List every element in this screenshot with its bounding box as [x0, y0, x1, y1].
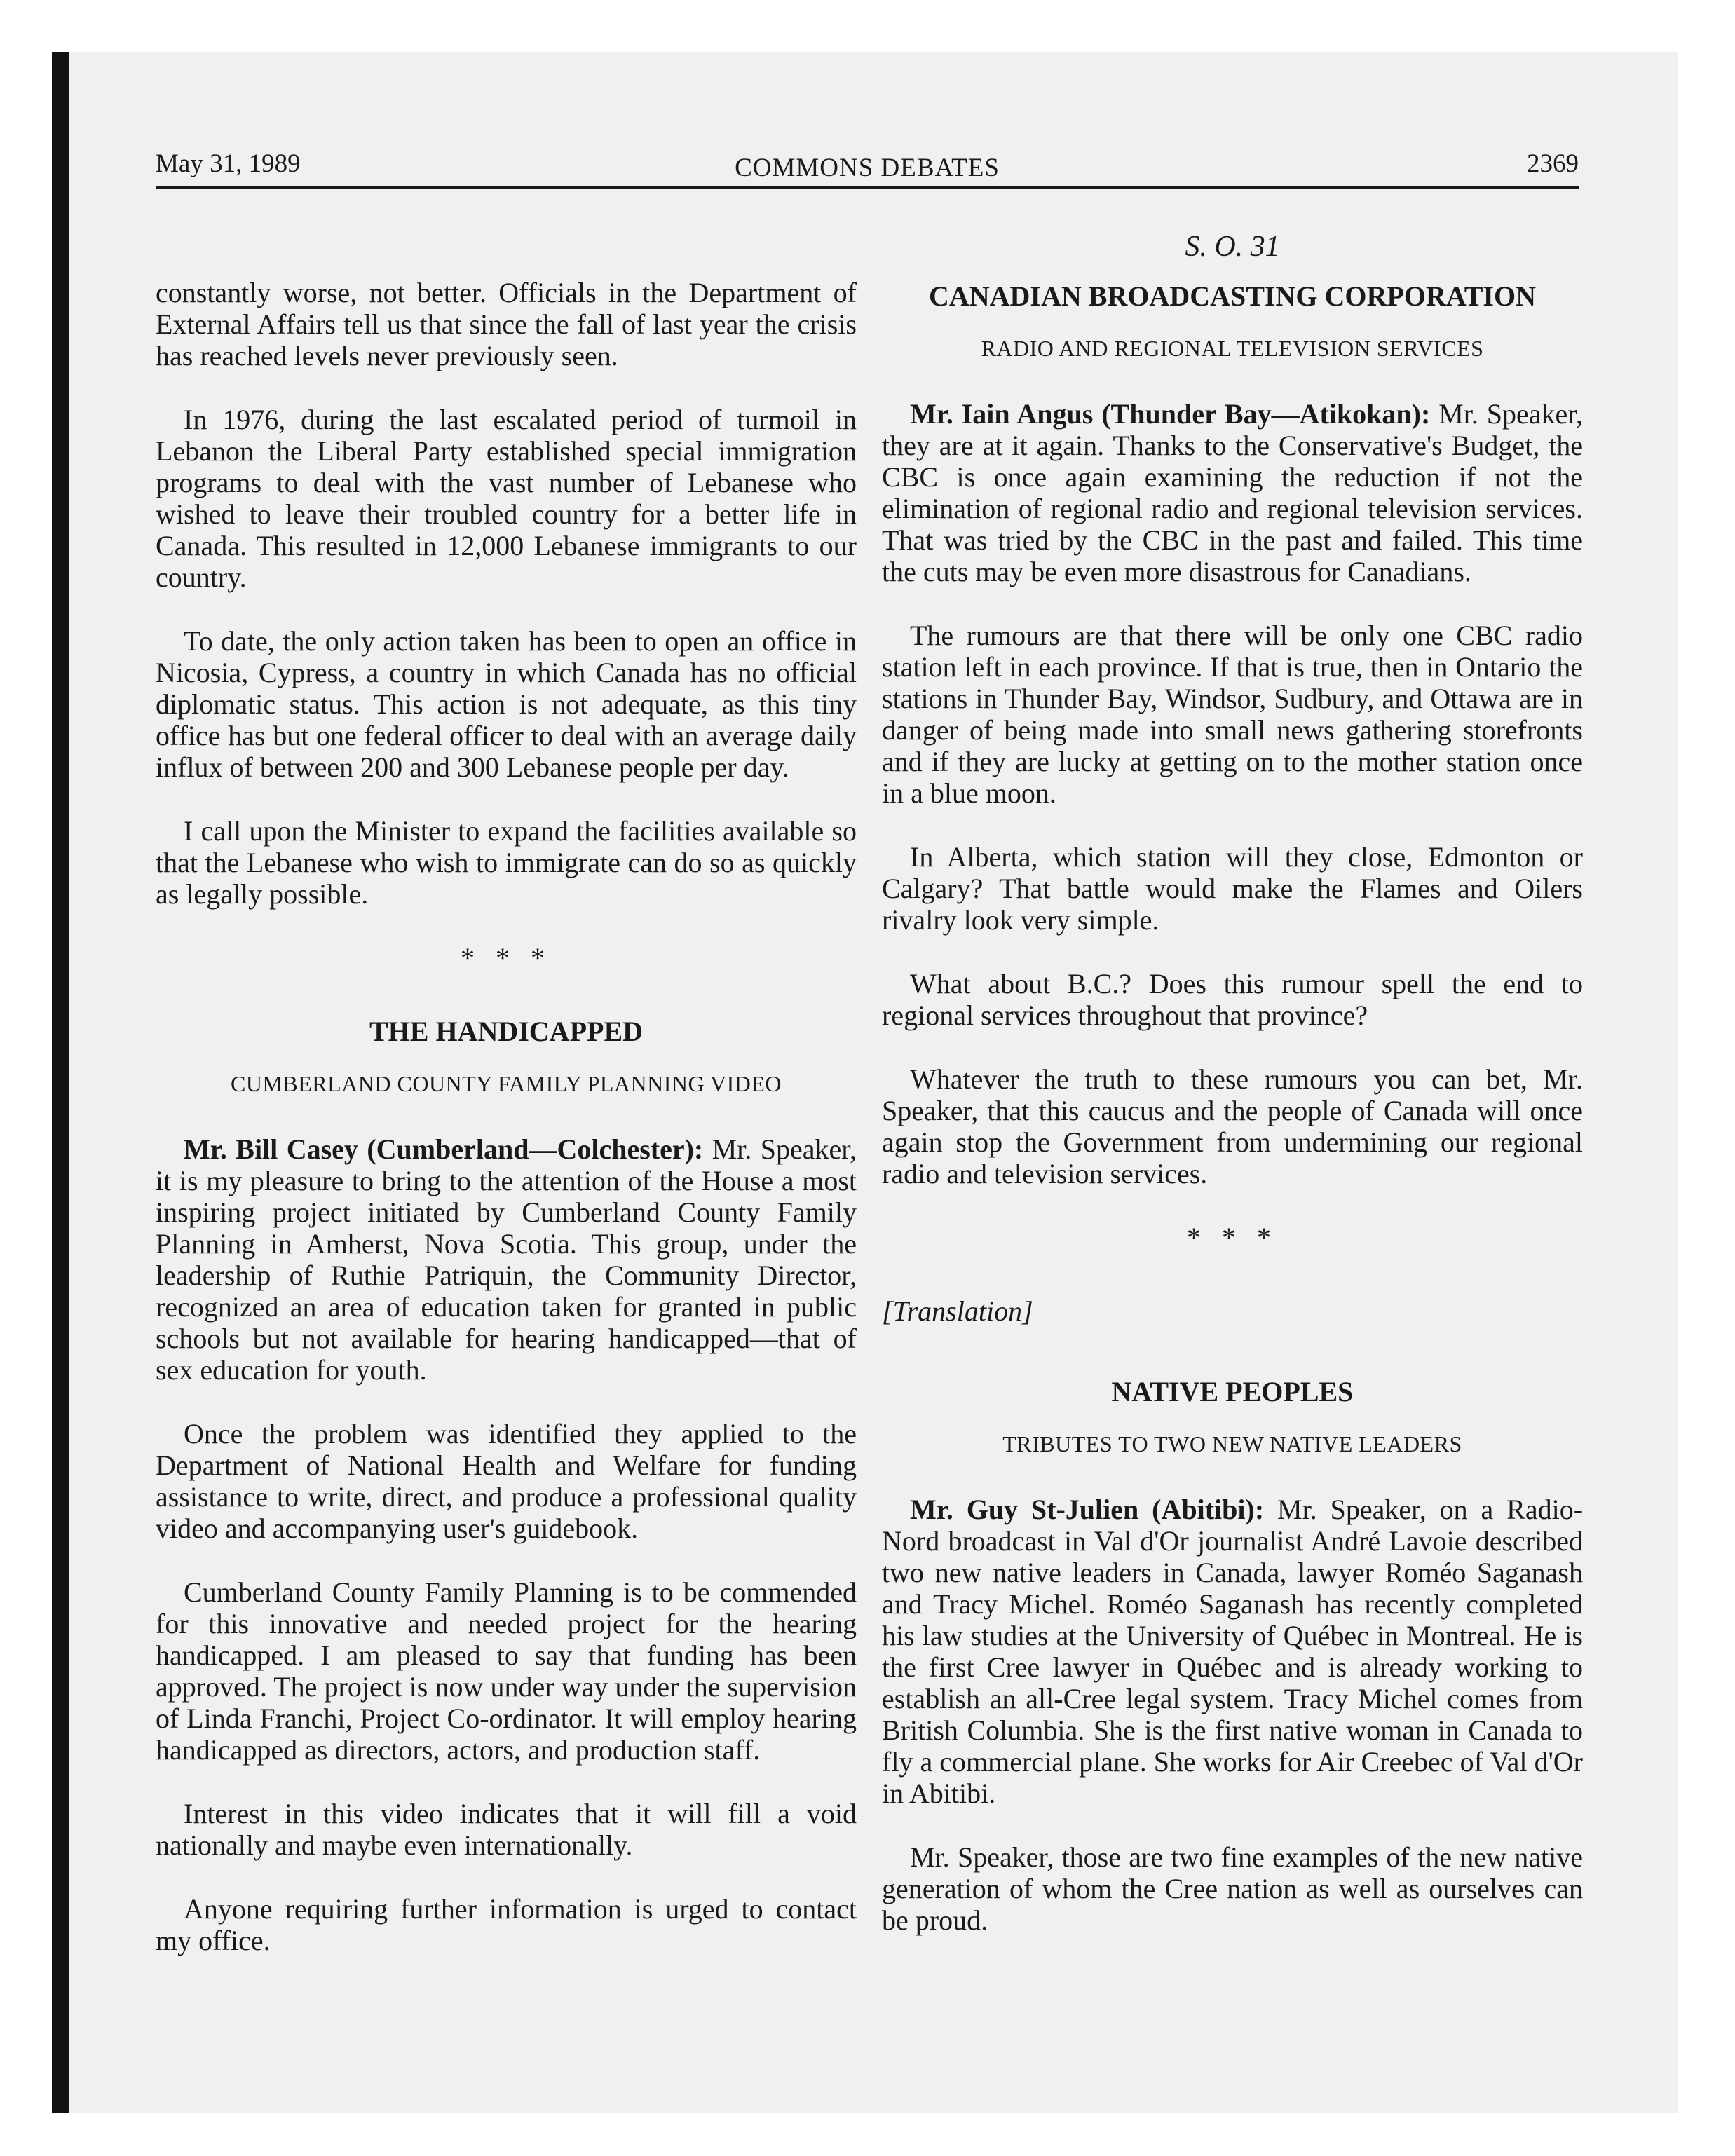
speaker-name: Mr. Guy St-Julien (Abitibi):	[910, 1494, 1265, 1525]
right-column	[882, 210, 1583, 1968]
section-separator: * * *	[461, 942, 552, 974]
paragraph: Mr. Speaker, those are two fine examples of the new native generation of whom the Cree nation as well as ourselves can be proud.	[882, 1841, 1583, 1936]
section-heading: THE HANDICAPPED	[369, 1016, 644, 1047]
section-subheading: CUMBERLAND COUNTY FAMILY PLANNING VIDEO	[230, 1071, 782, 1096]
section-subheading: RADIO AND REGIONAL TELEVISION SERVICES	[981, 336, 1484, 361]
paragraph: In 1976, during the last escalated period of turmoil in Lebanon the Liberal Party established special immigration programs to deal with the vast number of Lebanese who wished to leave their troubled country for a better life in Canada. This resulted in 12,000 Lebanese immigrants to our country.	[156, 404, 857, 593]
left-column	[156, 210, 857, 1988]
left-column-spacer	[156, 210, 857, 277]
header-title: COMMONS DEBATES	[735, 153, 1000, 182]
translation-label: [Translation]	[882, 1295, 1033, 1327]
header-page-number: 2369	[1527, 149, 1579, 178]
paragraph: Whatever the truth to these rumours you can bet, Mr. Speaker, that this caucus and the people of Canada will once again stop the Government from undermining our regional radio and television services.	[882, 1063, 1583, 1189]
paragraph: To date, the only action taken has been to open an office in Nicosia, Cypress, a country in which Canada has no official diplomatic status. This action is not adequate, as this tiny office has but one federal officer to deal with an average daily influx of between 200 and 300 Lebanese people per day.	[156, 625, 857, 783]
section-heading: NATIVE PEOPLES	[1111, 1376, 1354, 1407]
section-separator: * * *	[1187, 1222, 1278, 1253]
scan-edge-bar	[52, 52, 69, 2113]
paragraph: The rumours are that there will be only one CBC radio station left in each province. If that is true, then in Ontario the stations in Thunder Bay, Windsor, Sudbury, and Ottawa are in danger of being made into small news gathering storefronts and if they are lucky at getting on to the mother station once in a blue moon.	[882, 620, 1583, 809]
speaker-name: Mr. Iain Angus (Thunder Bay—Atikokan):	[910, 398, 1431, 430]
speech-text: Mr. Speaker, they are at it again. Thanks to the Conservative's Budget, the CBC is once again examining the reduction if not the elimination of regional radio and regional television services. That was tried by the CBC in the past and failed. This time the cuts may be even more disastrous for Canadians.	[882, 398, 1583, 587]
speech-text: Mr. Speaker, on a Radio-Nord broadcast in Val d'Or journalist André Lavoie described two new native leaders in Canada, lawyer Roméo Saganash and Tracy Michel. Roméo Saganash has recently completed his law studies at the University of Québec in Montreal. He is the first Cree lawyer in Québec and is already working to establish an all-Cree legal system. Tracy Michel comes from British Columbia. She is the first native woman in Canada to fly a commercial plane. She works for Air Creebec of Val d'Or in Abitibi.	[882, 1494, 1584, 1809]
page-header	[156, 144, 1579, 186]
paragraph: I call upon the Minister to expand the facilities available so that the Lebanese who wish to immigrate can do so as quickly as legally possible.	[156, 815, 857, 910]
paragraph: What about B.C.? Does this rumour spell the end to regional services throughout that province?	[882, 968, 1583, 1031]
speech-paragraph	[882, 398, 1583, 587]
standing-order-label: S. O. 31	[1185, 231, 1280, 263]
paragraph: Interest in this video indicates that it will fill a void nationally and maybe even internationally.	[156, 1798, 857, 1861]
header-date: May 31, 1989	[156, 149, 301, 178]
paragraph: Cumberland County Family Planning is to be commended for this innovative and needed project for the hearing handicapped. I am pleased to say that funding has been approved. The project is now under way under the supervision of Linda Franchi, Project Co-ordinator. It will employ hearing handicapped as directors, actors, and production staff.	[156, 1576, 857, 1766]
paragraph: Anyone requiring further information is urged to contact my office.	[156, 1893, 857, 1956]
paragraph: In Alberta, which station will they close, Edmonton or Calgary? That battle would make the Flames and Oilers rivalry look very simple.	[882, 841, 1583, 936]
section-heading: CANADIAN BROADCASTING CORPORATION	[929, 280, 1536, 312]
speech-paragraph	[156, 1133, 857, 1386]
header-rule	[156, 186, 1579, 189]
speech-text: Mr. Speaker, it is my pleasure to bring to the attention of the House a most inspiring project initiated by Cumberland County Family Planning in Amherst, Nova Scotia. This group, under the leadership of Ruthie Patriquin, the Community Director, recognized an area of education taken for granted in public schools but not available for hearing handicapped—that of sex education for youth.	[156, 1133, 857, 1386]
section-subheading: TRIBUTES TO TWO NEW NATIVE LEADERS	[1002, 1431, 1462, 1456]
speaker-name: Mr. Bill Casey (Cumberland—Colchester):	[184, 1133, 704, 1165]
paragraph: constantly worse, not better. Officials in the Department of External Affairs tell us that since the fall of last year the crisis has reached levels never previously seen.	[156, 277, 857, 371]
speech-paragraph	[882, 1494, 1583, 1809]
paragraph: Once the problem was identified they applied to the Department of National Health and Welfare for funding assistance to write, direct, and produce a professional quality video and accompanying user's guidebook.	[156, 1418, 857, 1544]
